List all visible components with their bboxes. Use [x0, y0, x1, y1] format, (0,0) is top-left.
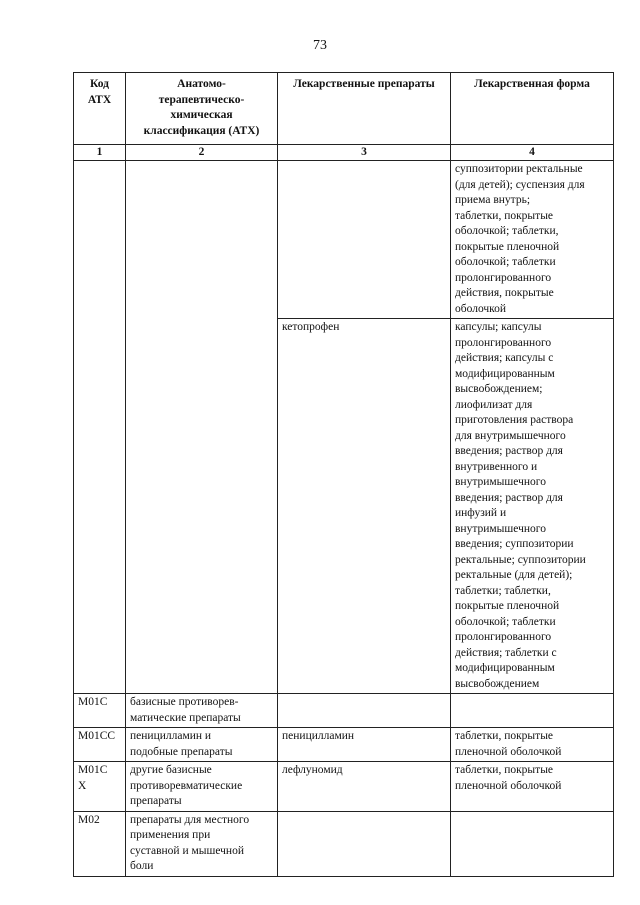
header-classification: Анатомо- терапевтическо- химическая классификация (АТХ): [126, 73, 278, 145]
column-number: 2: [126, 145, 278, 161]
column-number-row: [74, 145, 614, 161]
drug-cell: [278, 811, 451, 876]
classification-cell: другие базисные противоревматические препараты: [126, 762, 278, 812]
header-drugs: Лекарственные препараты: [278, 73, 451, 145]
classification-cell: пеницилламин и подобные препараты: [126, 728, 278, 762]
drug-cell: [278, 694, 451, 728]
table-row: [74, 161, 614, 319]
form-cell: таблетки, покрытые пленочной оболочкой: [451, 728, 614, 762]
drug-cell: пеницилламин: [278, 728, 451, 762]
table-row: [74, 728, 614, 762]
header-code: Код АТХ: [74, 73, 126, 145]
form-cell: [451, 694, 614, 728]
drug-cell: [278, 161, 451, 319]
table-row: [74, 762, 614, 812]
form-cell: [451, 811, 614, 876]
page-number: 73: [313, 38, 327, 53]
table-row: [74, 811, 614, 876]
drug-cell: кетопрофен: [278, 319, 451, 694]
atc-code-cell: M01CC: [74, 728, 126, 762]
form-cell: капсулы; капсулы пролонгированного действия; капсулы с модифицированным высвобождением; лиофилизат для приготовления раствора для внутримышечного введения; раствор для внутривенного и внутримышечного введения; раствор для инфузий и внутримышечного введения; суппозитории ректальные; суппозитории ректальные (для детей); таблетки; таблетки, покрытые пленочной оболочкой; таблетки пролонгированного действия; таблетки с модифицированным высвобождением: [451, 319, 614, 694]
column-number: 4: [451, 145, 614, 161]
column-number: 1: [74, 145, 126, 161]
atc-code-cell: M01C X: [74, 762, 126, 812]
header-form: Лекарственная форма: [451, 73, 614, 145]
classification-cell: препараты для местного применения при суставной и мышечной боли: [126, 811, 278, 876]
drug-table: [73, 72, 614, 877]
classification-cell: базисные противорев- матические препараты: [126, 694, 278, 728]
classification-cell: [126, 161, 278, 694]
atc-code-cell: [74, 161, 126, 694]
atc-code-cell: M01C: [74, 694, 126, 728]
drug-cell: лефлуномид: [278, 762, 451, 812]
form-cell: суппозитории ректальные (для детей); суспензия для приема внутрь; таблетки, покрытые оболочкой; таблетки, покрытые пленочной оболочкой; таблетки пролонгированного действия, покрытые оболочкой: [451, 161, 614, 319]
column-number: 3: [278, 145, 451, 161]
table-header-row: [74, 73, 614, 145]
table-row: [74, 694, 614, 728]
form-cell: таблетки, покрытые пленочной оболочкой: [451, 762, 614, 812]
atc-code-cell: M02: [74, 811, 126, 876]
